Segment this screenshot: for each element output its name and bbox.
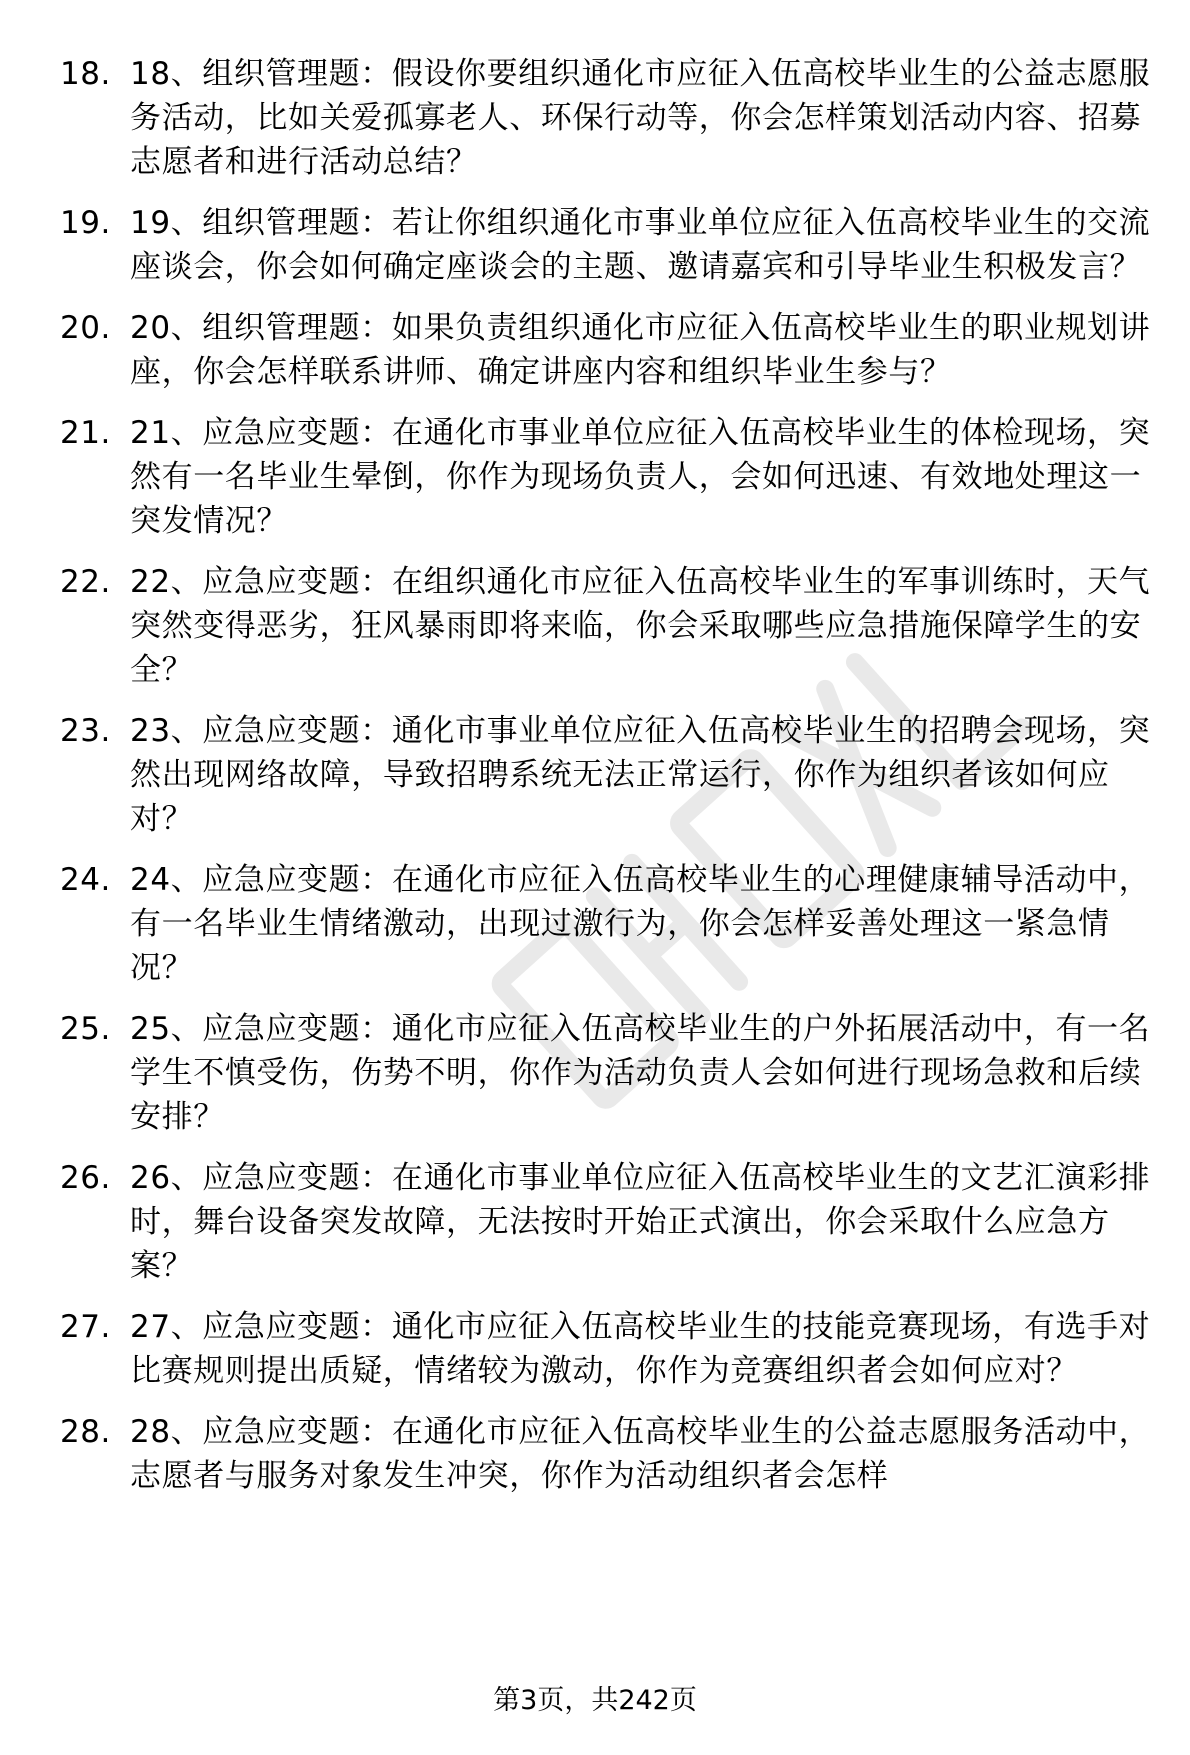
question-number: 19. — [60, 205, 111, 241]
question-text: 25、应急应变题：通化市应征入伍高校毕业生的户外拓展活动中，有一名学生不慎受伤，伤势不明，你作为活动负责人会如何进行现场急救和后续安排？ — [130, 1011, 1151, 1135]
question-number: 18. — [60, 56, 111, 92]
question-text: 23、应急应变题：通化市事业单位应征入伍高校毕业生的招聘会现场，突然出现网络故障，导致招聘系统无法正常运行，你作为组织者该如何应对？ — [130, 713, 1151, 837]
page-footer — [0, 1683, 1190, 1719]
question-number: 26. — [60, 1160, 111, 1196]
question-number: 22. — [60, 564, 111, 600]
question-text: 24、应急应变题：在通化市应征入伍高校毕业生的心理健康辅导活动中，有一名毕业生情绪激动，出现过激行为，你会怎样妥善处理这一紧急情况？ — [130, 862, 1151, 986]
question-list — [60, 52, 1158, 1515]
question-text: 27、应急应变题：通化市应征入伍高校毕业生的技能竞赛现场，有选手对比赛规则提出质疑，情绪较为激动，你作为竞赛组织者会如何应对？ — [130, 1309, 1151, 1389]
question-number: 23. — [60, 713, 111, 749]
question-item — [60, 201, 1158, 289]
question-number: 27. — [60, 1309, 111, 1345]
question-item — [60, 1156, 1158, 1288]
question-item — [60, 709, 1158, 841]
question-text: 18、组织管理题：假设你要组织通化市应征入伍高校毕业生的公益志愿服务活动，比如关爱孤寡老人、环保行动等，你会怎样策划活动内容、招募志愿者和进行活动总结？ — [130, 56, 1151, 180]
question-item — [60, 1410, 1158, 1498]
question-number: 25. — [60, 1011, 111, 1047]
question-text: 20、组织管理题：如果负责组织通化市应征入伍高校毕业生的职业规划讲座，你会怎样联系讲师、确定讲座内容和组织毕业生参与？ — [130, 310, 1151, 390]
question-text: 21、应急应变题：在通化市事业单位应征入伍高校毕业生的体检现场，突然有一名毕业生晕倒，你作为现场负责人，会如何迅速、有效地处理这一突发情况？ — [130, 415, 1151, 539]
question-item — [60, 306, 1158, 394]
question-item — [60, 560, 1158, 692]
question-item — [60, 1305, 1158, 1393]
question-number: 21. — [60, 415, 111, 451]
question-text: 26、应急应变题：在通化市事业单位应征入伍高校毕业生的文艺汇演彩排时，舞台设备突发故障，无法按时开始正式演出，你会采取什么应急方案？ — [130, 1160, 1151, 1284]
question-item — [60, 52, 1158, 184]
page-number-label: 第3页，共242页 — [493, 1685, 697, 1716]
question-number: 24. — [60, 862, 111, 898]
question-text: 19、组织管理题：若让你组织通化市事业单位应征入伍高校毕业生的交流座谈会，你会如何确定座谈会的主题、邀请嘉宾和引导毕业生积极发言？ — [130, 205, 1151, 285]
question-number: 20. — [60, 310, 111, 346]
question-text: 22、应急应变题：在组织通化市应征入伍高校毕业生的军事训练时，天气突然变得恶劣，狂风暴雨即将来临，你会采取哪些应急措施保障学生的安全？ — [130, 564, 1151, 688]
question-number: 28. — [60, 1414, 111, 1450]
question-item — [60, 1007, 1158, 1139]
question-text: 28、应急应变题：在通化市应征入伍高校毕业生的公益志愿服务活动中，志愿者与服务对象发生冲突，你作为活动组织者会怎样 — [130, 1414, 1151, 1494]
question-item — [60, 858, 1158, 990]
question-item — [60, 411, 1158, 543]
